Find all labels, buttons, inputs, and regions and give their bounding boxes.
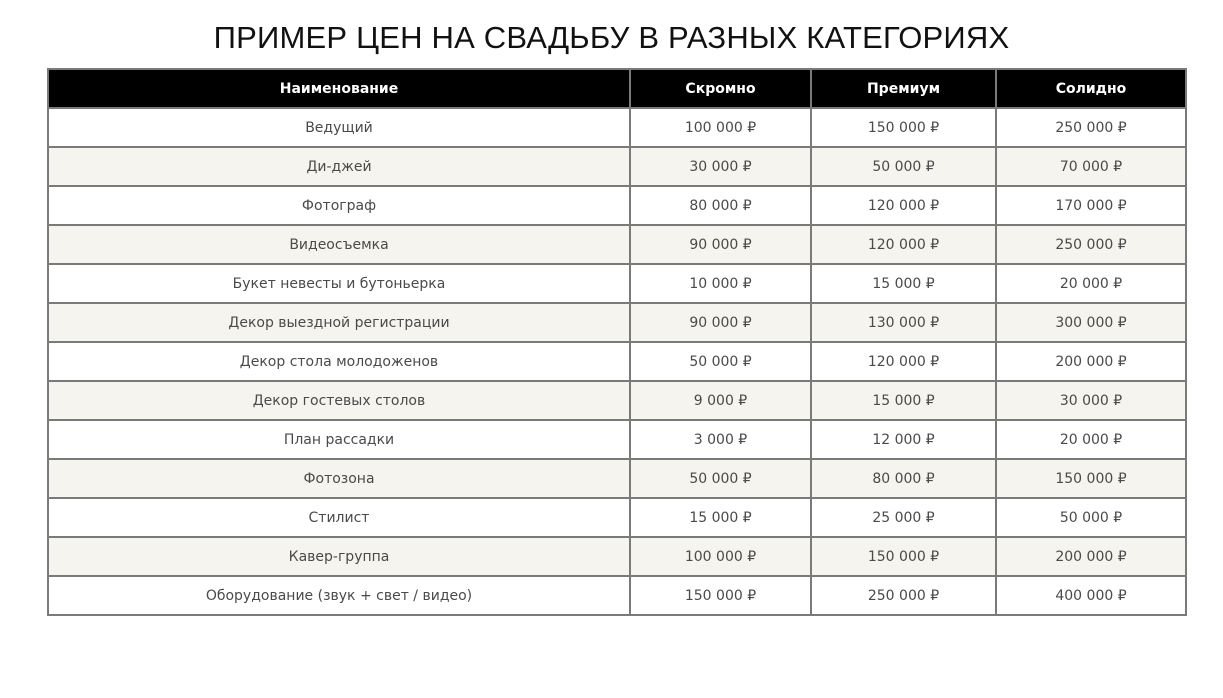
header-name: Наименование [48, 69, 630, 108]
cell-modest-price: 30 000 ₽ [630, 147, 811, 186]
cell-service: Ведущий [48, 108, 630, 147]
header-modest: Скромно [630, 69, 811, 108]
cell-solid-price: 30 000 ₽ [996, 381, 1186, 420]
header-row [48, 69, 1186, 108]
cell-modest-price: 100 000 ₽ [630, 108, 811, 147]
cell-service: Фотозона [48, 459, 630, 498]
table-row [48, 264, 1186, 303]
cell-solid-price: 250 000 ₽ [996, 225, 1186, 264]
cell-modest-price: 100 000 ₽ [630, 537, 811, 576]
cell-solid-price: 70 000 ₽ [996, 147, 1186, 186]
cell-modest-price: 15 000 ₽ [630, 498, 811, 537]
page-title: ПРИМЕР ЦЕН НА СВАДЬБУ В РАЗНЫХ КАТЕГОРИЯХ [213, 20, 1010, 55]
cell-service: Фотограф [48, 186, 630, 225]
cell-modest-price: 50 000 ₽ [630, 342, 811, 381]
cell-service: Декор гостевых столов [48, 381, 630, 420]
cell-modest-price: 90 000 ₽ [630, 303, 811, 342]
cell-modest-price: 150 000 ₽ [630, 576, 811, 615]
cell-modest-price: 80 000 ₽ [630, 186, 811, 225]
cell-premium-price: 15 000 ₽ [811, 381, 996, 420]
cell-service: План рассадки [48, 420, 630, 459]
cell-service: Ди-джей [48, 147, 630, 186]
cell-solid-price: 50 000 ₽ [996, 498, 1186, 537]
cell-service: Декор стола молодоженов [48, 342, 630, 381]
cell-premium-price: 25 000 ₽ [811, 498, 996, 537]
cell-solid-price: 250 000 ₽ [996, 108, 1186, 147]
cell-solid-price: 20 000 ₽ [996, 420, 1186, 459]
cell-modest-price: 3 000 ₽ [630, 420, 811, 459]
cell-solid-price: 150 000 ₽ [996, 459, 1186, 498]
cell-service: Кавер-группа [48, 537, 630, 576]
table-row [48, 459, 1186, 498]
cell-premium-price: 150 000 ₽ [811, 108, 996, 147]
table-row [48, 186, 1186, 225]
table-row [48, 342, 1186, 381]
cell-modest-price: 50 000 ₽ [630, 459, 811, 498]
cell-solid-price: 200 000 ₽ [996, 342, 1186, 381]
cell-modest-price: 9 000 ₽ [630, 381, 811, 420]
price-table [47, 68, 1187, 616]
cell-solid-price: 20 000 ₽ [996, 264, 1186, 303]
header-premium: Премиум [811, 69, 996, 108]
table-row [48, 576, 1186, 615]
cell-premium-price: 120 000 ₽ [811, 342, 996, 381]
price-table-header [48, 69, 1186, 108]
cell-premium-price: 80 000 ₽ [811, 459, 996, 498]
cell-solid-price: 200 000 ₽ [996, 537, 1186, 576]
table-row [48, 147, 1186, 186]
table-row [48, 108, 1186, 147]
table-row [48, 303, 1186, 342]
cell-service: Декор выездной регистрации [48, 303, 630, 342]
table-row [48, 498, 1186, 537]
cell-modest-price: 90 000 ₽ [630, 225, 811, 264]
table-row [48, 225, 1186, 264]
cell-service: Букет невесты и бутоньерка [48, 264, 630, 303]
cell-premium-price: 120 000 ₽ [811, 225, 996, 264]
header-solid: Солидно [996, 69, 1186, 108]
cell-solid-price: 170 000 ₽ [996, 186, 1186, 225]
cell-premium-price: 12 000 ₽ [811, 420, 996, 459]
price-table-body [48, 108, 1186, 615]
table-row [48, 381, 1186, 420]
cell-premium-price: 250 000 ₽ [811, 576, 996, 615]
cell-solid-price: 300 000 ₽ [996, 303, 1186, 342]
cell-premium-price: 120 000 ₽ [811, 186, 996, 225]
cell-modest-price: 10 000 ₽ [630, 264, 811, 303]
table-row [48, 537, 1186, 576]
cell-premium-price: 130 000 ₽ [811, 303, 996, 342]
cell-premium-price: 15 000 ₽ [811, 264, 996, 303]
cell-premium-price: 150 000 ₽ [811, 537, 996, 576]
cell-service: Оборудование (звук + свет / видео) [48, 576, 630, 615]
cell-premium-price: 50 000 ₽ [811, 147, 996, 186]
table-row [48, 420, 1186, 459]
cell-service: Видеосъемка [48, 225, 630, 264]
cell-service: Стилист [48, 498, 630, 537]
cell-solid-price: 400 000 ₽ [996, 576, 1186, 615]
